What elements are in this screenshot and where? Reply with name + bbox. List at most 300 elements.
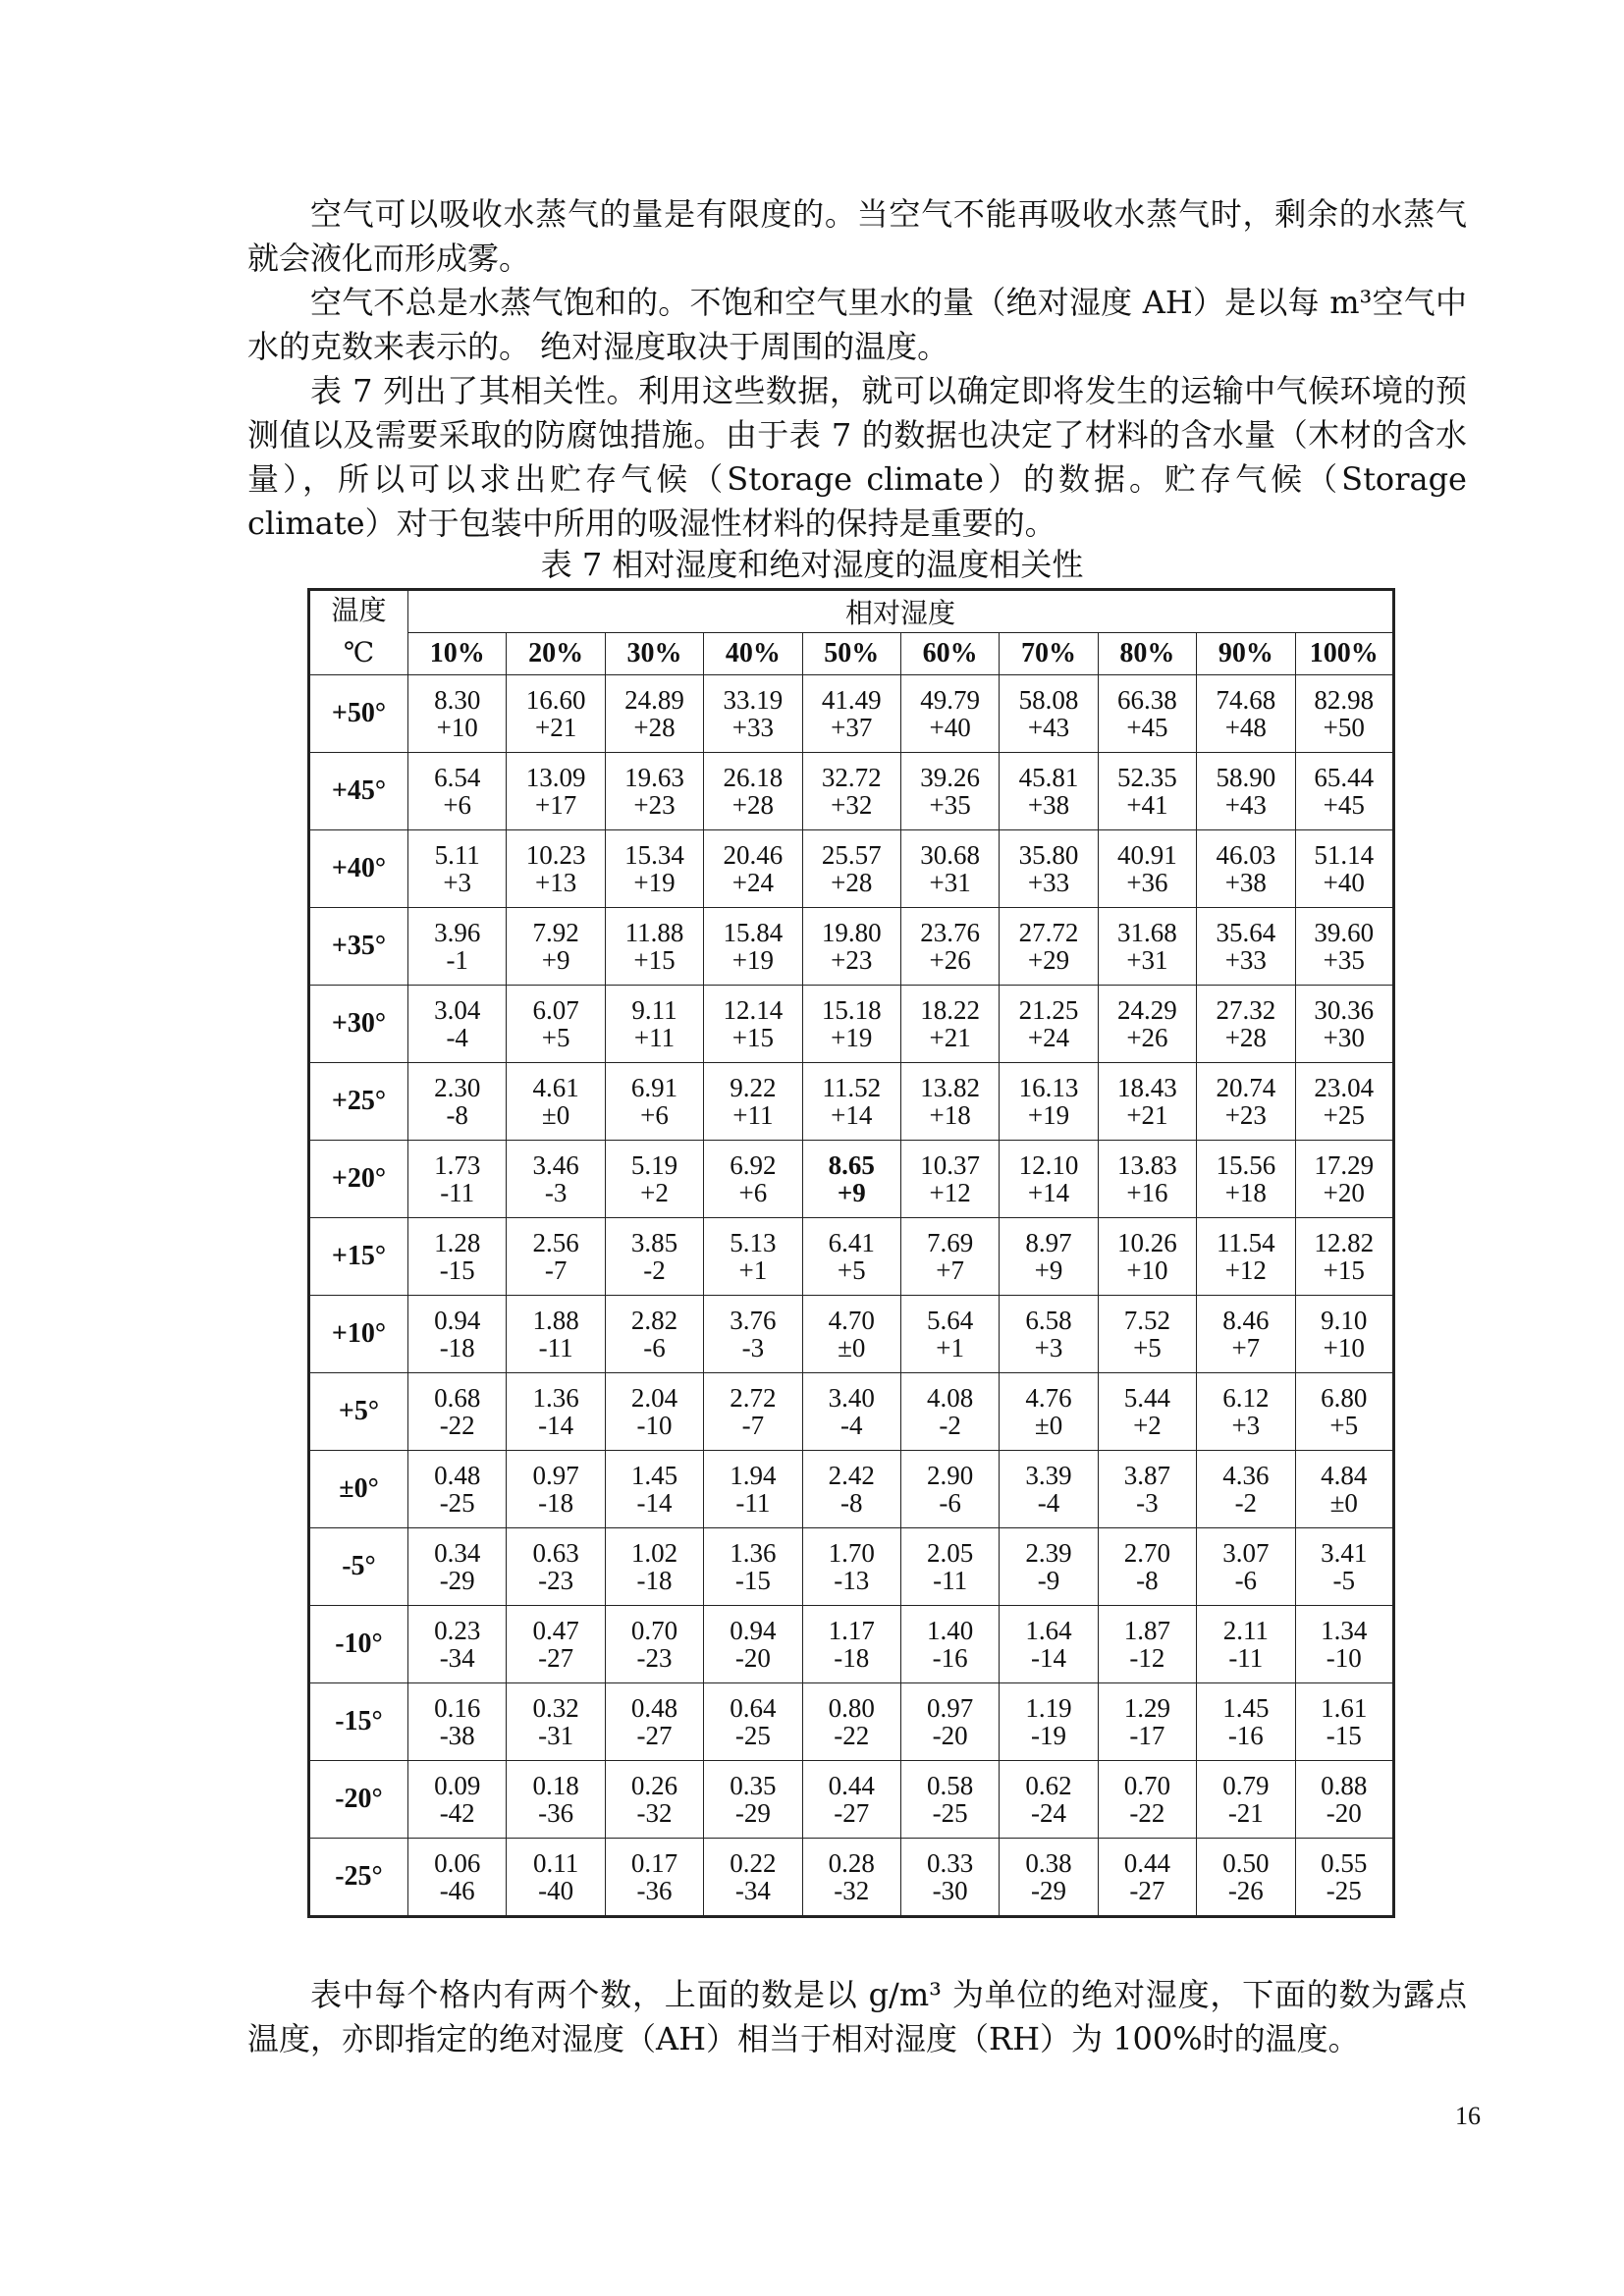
table-cell (1295, 753, 1393, 830)
dew-point-value: -10 (636, 1411, 673, 1440)
absolute-humidity-value: 0.35 (730, 1771, 777, 1800)
dew-point-value: -42 (439, 1798, 475, 1828)
absolute-humidity-value: 35.80 (1018, 840, 1079, 870)
dew-point-value: +11 (633, 1023, 676, 1052)
dew-point-value: +21 (929, 1023, 971, 1052)
dew-point-value: -2 (939, 1411, 961, 1440)
dew-point-value: +14 (1027, 1178, 1070, 1207)
absolute-humidity-value: 0.17 (630, 1848, 678, 1878)
table-row (309, 908, 1394, 986)
table-cell (900, 1218, 999, 1296)
table-cell (408, 1296, 507, 1373)
page-number: 16 (1455, 2102, 1481, 2130)
table-cell (1197, 1063, 1295, 1141)
absolute-humidity-value: 58.90 (1216, 763, 1276, 792)
absolute-humidity-value: 10.26 (1117, 1228, 1177, 1257)
absolute-humidity-value: 23.04 (1314, 1073, 1375, 1102)
dew-point-value: +15 (731, 1023, 774, 1052)
absolute-humidity-value: 1.73 (434, 1150, 481, 1180)
absolute-humidity-value: 3.46 (532, 1150, 579, 1180)
dew-point-value: +5 (541, 1023, 570, 1052)
absolute-humidity-value: 3.76 (730, 1306, 777, 1335)
table-note (247, 1973, 1467, 2061)
absolute-humidity-value: 6.58 (1025, 1306, 1072, 1335)
absolute-humidity-value: 4.61 (532, 1073, 579, 1102)
dew-point-value: -20 (734, 1643, 771, 1673)
dew-point-value: +37 (831, 713, 873, 742)
temperature-cell: ±0° (309, 1451, 408, 1528)
dew-point-value: +15 (633, 945, 676, 975)
absolute-humidity-value: 15.18 (821, 995, 882, 1025)
dew-point-value: -18 (636, 1566, 673, 1595)
absolute-humidity-value: 0.47 (532, 1616, 579, 1645)
absolute-humidity-value: 19.80 (821, 918, 882, 947)
absolute-humidity-value: 2.90 (927, 1461, 974, 1490)
absolute-humidity-value: 39.26 (920, 763, 981, 792)
temperature-cell: -5° (309, 1528, 408, 1606)
table-row (309, 753, 1394, 830)
absolute-humidity-value: 15.84 (723, 918, 784, 947)
dew-point-value: +35 (1323, 945, 1365, 975)
table-cell (1295, 1839, 1393, 1917)
dew-point-value: +18 (1224, 1178, 1267, 1207)
table-cell (704, 1683, 802, 1761)
table-cell (802, 1528, 900, 1606)
table-cell (900, 908, 999, 986)
absolute-humidity-value: 1.29 (1123, 1693, 1171, 1723)
dew-point-value: -23 (636, 1643, 673, 1673)
absolute-humidity-value: 2.39 (1025, 1538, 1072, 1568)
absolute-humidity-value: 12.82 (1314, 1228, 1375, 1257)
temperature-header: 温度 (309, 590, 408, 633)
table-cell (704, 908, 802, 986)
table-cell (1197, 1218, 1295, 1296)
dew-point-value: -4 (1037, 1488, 1060, 1518)
absolute-humidity-value: 51.14 (1314, 840, 1375, 870)
table-cell (507, 1683, 605, 1761)
table-cell (1295, 1761, 1393, 1839)
table-cell (802, 1063, 900, 1141)
dew-point-value: +31 (1126, 945, 1168, 975)
table-cell (1197, 830, 1295, 908)
absolute-humidity-value: 11.54 (1216, 1228, 1275, 1257)
dew-point-value: -11 (933, 1566, 968, 1595)
absolute-humidity-value: 40.91 (1117, 840, 1177, 870)
absolute-humidity-value: 0.79 (1222, 1771, 1270, 1800)
temperature-cell: +30° (309, 986, 408, 1063)
temperature-cell: +25° (309, 1063, 408, 1141)
table-cell (802, 986, 900, 1063)
dew-point-value: -40 (538, 1876, 574, 1905)
dew-point-value: -36 (538, 1798, 574, 1828)
table-cell (1295, 1528, 1393, 1606)
table-cell (605, 830, 703, 908)
table-cell (1197, 753, 1295, 830)
absolute-humidity-value: 0.32 (532, 1693, 579, 1723)
dew-point-value: -9 (1037, 1566, 1060, 1595)
absolute-humidity-value: 0.28 (828, 1848, 875, 1878)
dew-point-value: +6 (443, 790, 472, 820)
table-cell (408, 1141, 507, 1218)
table-cell (1295, 908, 1393, 986)
absolute-humidity-value: 1.19 (1025, 1693, 1072, 1723)
table-cell (704, 1839, 802, 1917)
absolute-humidity-value: 12.14 (723, 995, 784, 1025)
dew-point-value: -5 (1332, 1566, 1355, 1595)
table-cell (802, 675, 900, 753)
absolute-humidity-value: 30.36 (1314, 995, 1375, 1025)
absolute-humidity-value: 0.55 (1321, 1848, 1368, 1878)
dew-point-value: -3 (544, 1178, 568, 1207)
absolute-humidity-value: 0.68 (434, 1383, 481, 1413)
table-cell (802, 1606, 900, 1683)
absolute-humidity-value: 24.89 (624, 685, 684, 715)
table-cell (605, 1761, 703, 1839)
absolute-humidity-value: 15.34 (624, 840, 684, 870)
table-cell (1000, 1606, 1098, 1683)
absolute-humidity-value: 5.64 (927, 1306, 974, 1335)
absolute-humidity-value: 0.09 (434, 1771, 481, 1800)
table-cell (408, 1683, 507, 1761)
absolute-humidity-value: 1.61 (1321, 1693, 1368, 1723)
absolute-humidity-value: 21.25 (1018, 995, 1079, 1025)
dew-point-value: +3 (1034, 1333, 1063, 1362)
dew-point-value: +18 (929, 1100, 971, 1130)
table-cell (1295, 830, 1393, 908)
dew-point-value: -27 (636, 1721, 673, 1750)
dew-point-value: +36 (1126, 868, 1168, 897)
table-cell (1000, 1063, 1098, 1141)
dew-point-value: -20 (1326, 1798, 1362, 1828)
dew-point-value: -22 (439, 1411, 475, 1440)
dew-point-value: ±0 (838, 1333, 866, 1362)
absolute-humidity-value: 0.70 (1123, 1771, 1171, 1800)
absolute-humidity-value: 2.70 (1123, 1538, 1171, 1568)
dew-point-value: +41 (1126, 790, 1168, 820)
table-row (309, 1296, 1394, 1373)
absolute-humidity-value: 1.94 (730, 1461, 777, 1490)
table-cell (507, 1141, 605, 1218)
absolute-humidity-value: 0.06 (434, 1848, 481, 1878)
dew-point-value: -16 (932, 1643, 968, 1673)
table-cell (1295, 1296, 1393, 1373)
absolute-humidity-value: 8.65 (828, 1150, 875, 1180)
table-row (309, 1141, 1394, 1218)
dew-point-value: -24 (1031, 1798, 1067, 1828)
table-cell (1295, 1451, 1393, 1528)
absolute-humidity-value: 66.38 (1117, 685, 1177, 715)
table-cell (900, 1528, 999, 1606)
absolute-humidity-value: 3.41 (1321, 1538, 1368, 1568)
dew-point-value: +48 (1224, 713, 1267, 742)
dew-point-value: +15 (1323, 1255, 1365, 1285)
dew-point-value: -15 (439, 1255, 475, 1285)
table-cell (408, 1451, 507, 1528)
table-cell (1098, 1296, 1196, 1373)
table-cell (802, 830, 900, 908)
absolute-humidity-value: 1.36 (532, 1383, 579, 1413)
dew-point-value: -19 (1031, 1721, 1067, 1750)
table-cell (900, 1683, 999, 1761)
absolute-humidity-value: 1.45 (630, 1461, 678, 1490)
dew-point-value: -27 (1129, 1876, 1165, 1905)
absolute-humidity-value: 0.33 (927, 1848, 974, 1878)
table-cell (704, 1373, 802, 1451)
absolute-humidity-value: 0.64 (730, 1693, 777, 1723)
table-cell (900, 986, 999, 1063)
table-cell (1197, 1606, 1295, 1683)
dew-point-value: -16 (1227, 1721, 1264, 1750)
absolute-humidity-value: 10.23 (525, 840, 586, 870)
dew-point-value: -7 (741, 1411, 765, 1440)
table-cell (507, 986, 605, 1063)
absolute-humidity-value: 13.83 (1117, 1150, 1177, 1180)
dew-point-value: +10 (1126, 1255, 1168, 1285)
table-cell (704, 986, 802, 1063)
temperature-cell: -15° (309, 1683, 408, 1761)
dew-point-value: +9 (541, 945, 570, 975)
dew-point-value: +29 (1027, 945, 1070, 975)
temperature-cell: +5° (309, 1373, 408, 1451)
table-cell (1098, 1528, 1196, 1606)
dew-point-value: -8 (1136, 1566, 1159, 1595)
table-cell (1197, 1373, 1295, 1451)
absolute-humidity-value: 1.45 (1222, 1693, 1270, 1723)
dew-point-value: +45 (1126, 713, 1168, 742)
absolute-humidity-value: 0.63 (532, 1538, 579, 1568)
table-cell (704, 1528, 802, 1606)
absolute-humidity-value: 0.50 (1222, 1848, 1270, 1878)
table-cell (408, 1218, 507, 1296)
absolute-humidity-value: 32.72 (821, 763, 882, 792)
absolute-humidity-value: 6.91 (630, 1073, 678, 1102)
table-cell (1295, 986, 1393, 1063)
dew-point-value: -15 (1326, 1721, 1362, 1750)
table-cell (1098, 753, 1196, 830)
table-cell (1000, 1451, 1098, 1528)
absolute-humidity-value: 0.94 (434, 1306, 481, 1335)
dew-point-value: -12 (1129, 1643, 1165, 1673)
table-cell (408, 1373, 507, 1451)
dew-point-value: +33 (1027, 868, 1070, 897)
table-cell (704, 1141, 802, 1218)
dew-point-value: +50 (1323, 713, 1365, 742)
absolute-humidity-value: 6.12 (1222, 1383, 1270, 1413)
dew-point-value: -23 (538, 1566, 574, 1595)
absolute-humidity-value: 0.97 (532, 1461, 579, 1490)
absolute-humidity-value: 2.42 (828, 1461, 875, 1490)
table-cell (408, 830, 507, 908)
table-cell (605, 1528, 703, 1606)
absolute-humidity-value: 18.43 (1117, 1073, 1177, 1102)
absolute-humidity-value: 6.92 (730, 1150, 777, 1180)
table-cell (507, 1451, 605, 1528)
dew-point-value: -6 (643, 1333, 666, 1362)
dew-point-value: -31 (538, 1721, 574, 1750)
table-cell (1295, 1373, 1393, 1451)
dew-point-value: +28 (633, 713, 676, 742)
temperature-cell: -25° (309, 1839, 408, 1917)
dew-point-value: -10 (1326, 1643, 1362, 1673)
dew-point-value: -32 (834, 1876, 870, 1905)
dew-point-value: +3 (443, 868, 472, 897)
absolute-humidity-value: 3.87 (1123, 1461, 1171, 1490)
absolute-humidity-value: 12.10 (1018, 1150, 1079, 1180)
dew-point-value: +28 (731, 790, 774, 820)
absolute-humidity-value: 82.98 (1314, 685, 1375, 715)
table-cell (802, 1761, 900, 1839)
table-cell (1295, 1063, 1393, 1141)
absolute-humidity-value: 10.37 (920, 1150, 981, 1180)
table-cell (1000, 830, 1098, 908)
table-cell (408, 1761, 507, 1839)
table-cell (605, 1141, 703, 1218)
dew-point-value: +3 (1231, 1411, 1261, 1440)
absolute-humidity-value: 7.52 (1123, 1306, 1171, 1335)
table-cell (1295, 1141, 1393, 1218)
column-header: 70% (1000, 633, 1098, 675)
absolute-humidity-value: 20.74 (1216, 1073, 1276, 1102)
table-cell (1197, 1761, 1295, 1839)
absolute-humidity-value: 4.84 (1321, 1461, 1368, 1490)
dew-point-value: +23 (1224, 1100, 1267, 1130)
absolute-humidity-value: 0.80 (828, 1693, 875, 1723)
table-cell (1197, 1451, 1295, 1528)
dew-point-value: -6 (1234, 1566, 1258, 1595)
dew-point-value: -11 (735, 1488, 771, 1518)
table-cell (900, 753, 999, 830)
table-cell (605, 753, 703, 830)
table-cell (1098, 1683, 1196, 1761)
dew-point-value: +32 (831, 790, 873, 820)
table-cell (507, 675, 605, 753)
table-cell (802, 1839, 900, 1917)
table-cell (704, 1296, 802, 1373)
absolute-humidity-value: 8.46 (1222, 1306, 1270, 1335)
table-cell (1000, 908, 1098, 986)
temperature-cell: +20° (309, 1141, 408, 1218)
table-row (309, 1528, 1394, 1606)
dew-point-value: +19 (633, 868, 676, 897)
absolute-humidity-value: 0.58 (927, 1771, 974, 1800)
absolute-humidity-value: 4.70 (828, 1306, 875, 1335)
dew-point-value: +13 (534, 868, 577, 897)
dew-point-value: +30 (1323, 1023, 1365, 1052)
table-cell (605, 986, 703, 1063)
table-row (309, 1606, 1394, 1683)
dew-point-value: -14 (636, 1488, 673, 1518)
dew-point-value: +7 (936, 1255, 965, 1285)
dew-point-value: +43 (1027, 713, 1070, 742)
absolute-humidity-value: 1.40 (927, 1616, 974, 1645)
table-cell (1000, 753, 1098, 830)
absolute-humidity-value: 1.88 (532, 1306, 579, 1335)
absolute-humidity-value: 4.36 (1222, 1461, 1270, 1490)
table-cell (507, 1606, 605, 1683)
table-cell (605, 675, 703, 753)
table-cell (1098, 1606, 1196, 1683)
absolute-humidity-value: 0.48 (434, 1461, 481, 1490)
table-cell (1098, 675, 1196, 753)
absolute-humidity-value: 0.16 (434, 1693, 481, 1723)
table-cell (1197, 908, 1295, 986)
absolute-humidity-value: 1.28 (434, 1228, 481, 1257)
table-cell (1000, 1141, 1098, 1218)
table-cell (704, 1606, 802, 1683)
dew-point-value: -22 (1129, 1798, 1165, 1828)
table-cell (1000, 675, 1098, 753)
table-row (309, 1451, 1394, 1528)
absolute-humidity-value: 0.94 (730, 1616, 777, 1645)
absolute-humidity-value: 3.07 (1222, 1538, 1270, 1568)
absolute-humidity-value: 24.29 (1117, 995, 1177, 1025)
dew-point-value: -27 (834, 1798, 870, 1828)
absolute-humidity-value: 5.19 (630, 1150, 678, 1180)
absolute-humidity-value: 2.05 (927, 1538, 974, 1568)
dew-point-value: +6 (738, 1178, 768, 1207)
table-cell (507, 1761, 605, 1839)
dew-point-value: -34 (439, 1643, 475, 1673)
table-cell (507, 1528, 605, 1606)
dew-point-value: +23 (633, 790, 676, 820)
table-cell (1197, 1683, 1295, 1761)
humidity-table (307, 588, 1395, 1918)
table-cell (900, 1761, 999, 1839)
table-cell (1000, 1839, 1098, 1917)
dew-point-value: -27 (538, 1643, 574, 1673)
table-cell (1000, 986, 1098, 1063)
dew-point-value: -20 (932, 1721, 968, 1750)
absolute-humidity-value: 9.10 (1321, 1306, 1368, 1335)
table-row (309, 986, 1394, 1063)
absolute-humidity-value: 1.02 (630, 1538, 678, 1568)
column-header: 60% (900, 633, 999, 675)
table-cell (704, 1063, 802, 1141)
table-cell (507, 1063, 605, 1141)
absolute-humidity-value: 35.64 (1216, 918, 1276, 947)
absolute-humidity-value: 4.08 (927, 1383, 974, 1413)
note-paragraph: 表中每个格内有两个数，上面的数是以 g/m³ 为单位的绝对湿度，下面的数为露点温度，亦即指定的绝对湿度（AH）相当于相对湿度（RH）为 100%时的温度。 (247, 1976, 1467, 2057)
dew-point-value: -30 (932, 1876, 968, 1905)
dew-point-value: -11 (538, 1333, 573, 1362)
dew-point-value: +24 (731, 868, 774, 897)
absolute-humidity-value: 17.29 (1314, 1150, 1375, 1180)
dew-point-value: -29 (734, 1798, 771, 1828)
dew-point-value: -2 (1234, 1488, 1258, 1518)
table-cell (507, 1218, 605, 1296)
dew-point-value: +5 (837, 1255, 866, 1285)
absolute-humidity-value: 1.17 (828, 1616, 875, 1645)
temperature-cell: -10° (309, 1606, 408, 1683)
column-header: 10% (408, 633, 507, 675)
absolute-humidity-value: 20.46 (723, 840, 784, 870)
dew-point-value: -25 (734, 1721, 771, 1750)
dew-point-value: +9 (1034, 1255, 1063, 1285)
table-cell (802, 1451, 900, 1528)
dew-point-value: +31 (929, 868, 971, 897)
temperature-cell: +50° (309, 675, 408, 753)
table-cell (507, 753, 605, 830)
dew-point-value: -1 (446, 945, 468, 975)
absolute-humidity-value: 8.30 (434, 685, 481, 715)
table-cell (1098, 1373, 1196, 1451)
table-cell (507, 1373, 605, 1451)
dew-point-value: +14 (831, 1100, 873, 1130)
table-row (309, 1063, 1394, 1141)
absolute-humidity-value: 16.60 (525, 685, 586, 715)
dew-point-value: +23 (831, 945, 873, 975)
absolute-humidity-value: 27.32 (1216, 995, 1276, 1025)
